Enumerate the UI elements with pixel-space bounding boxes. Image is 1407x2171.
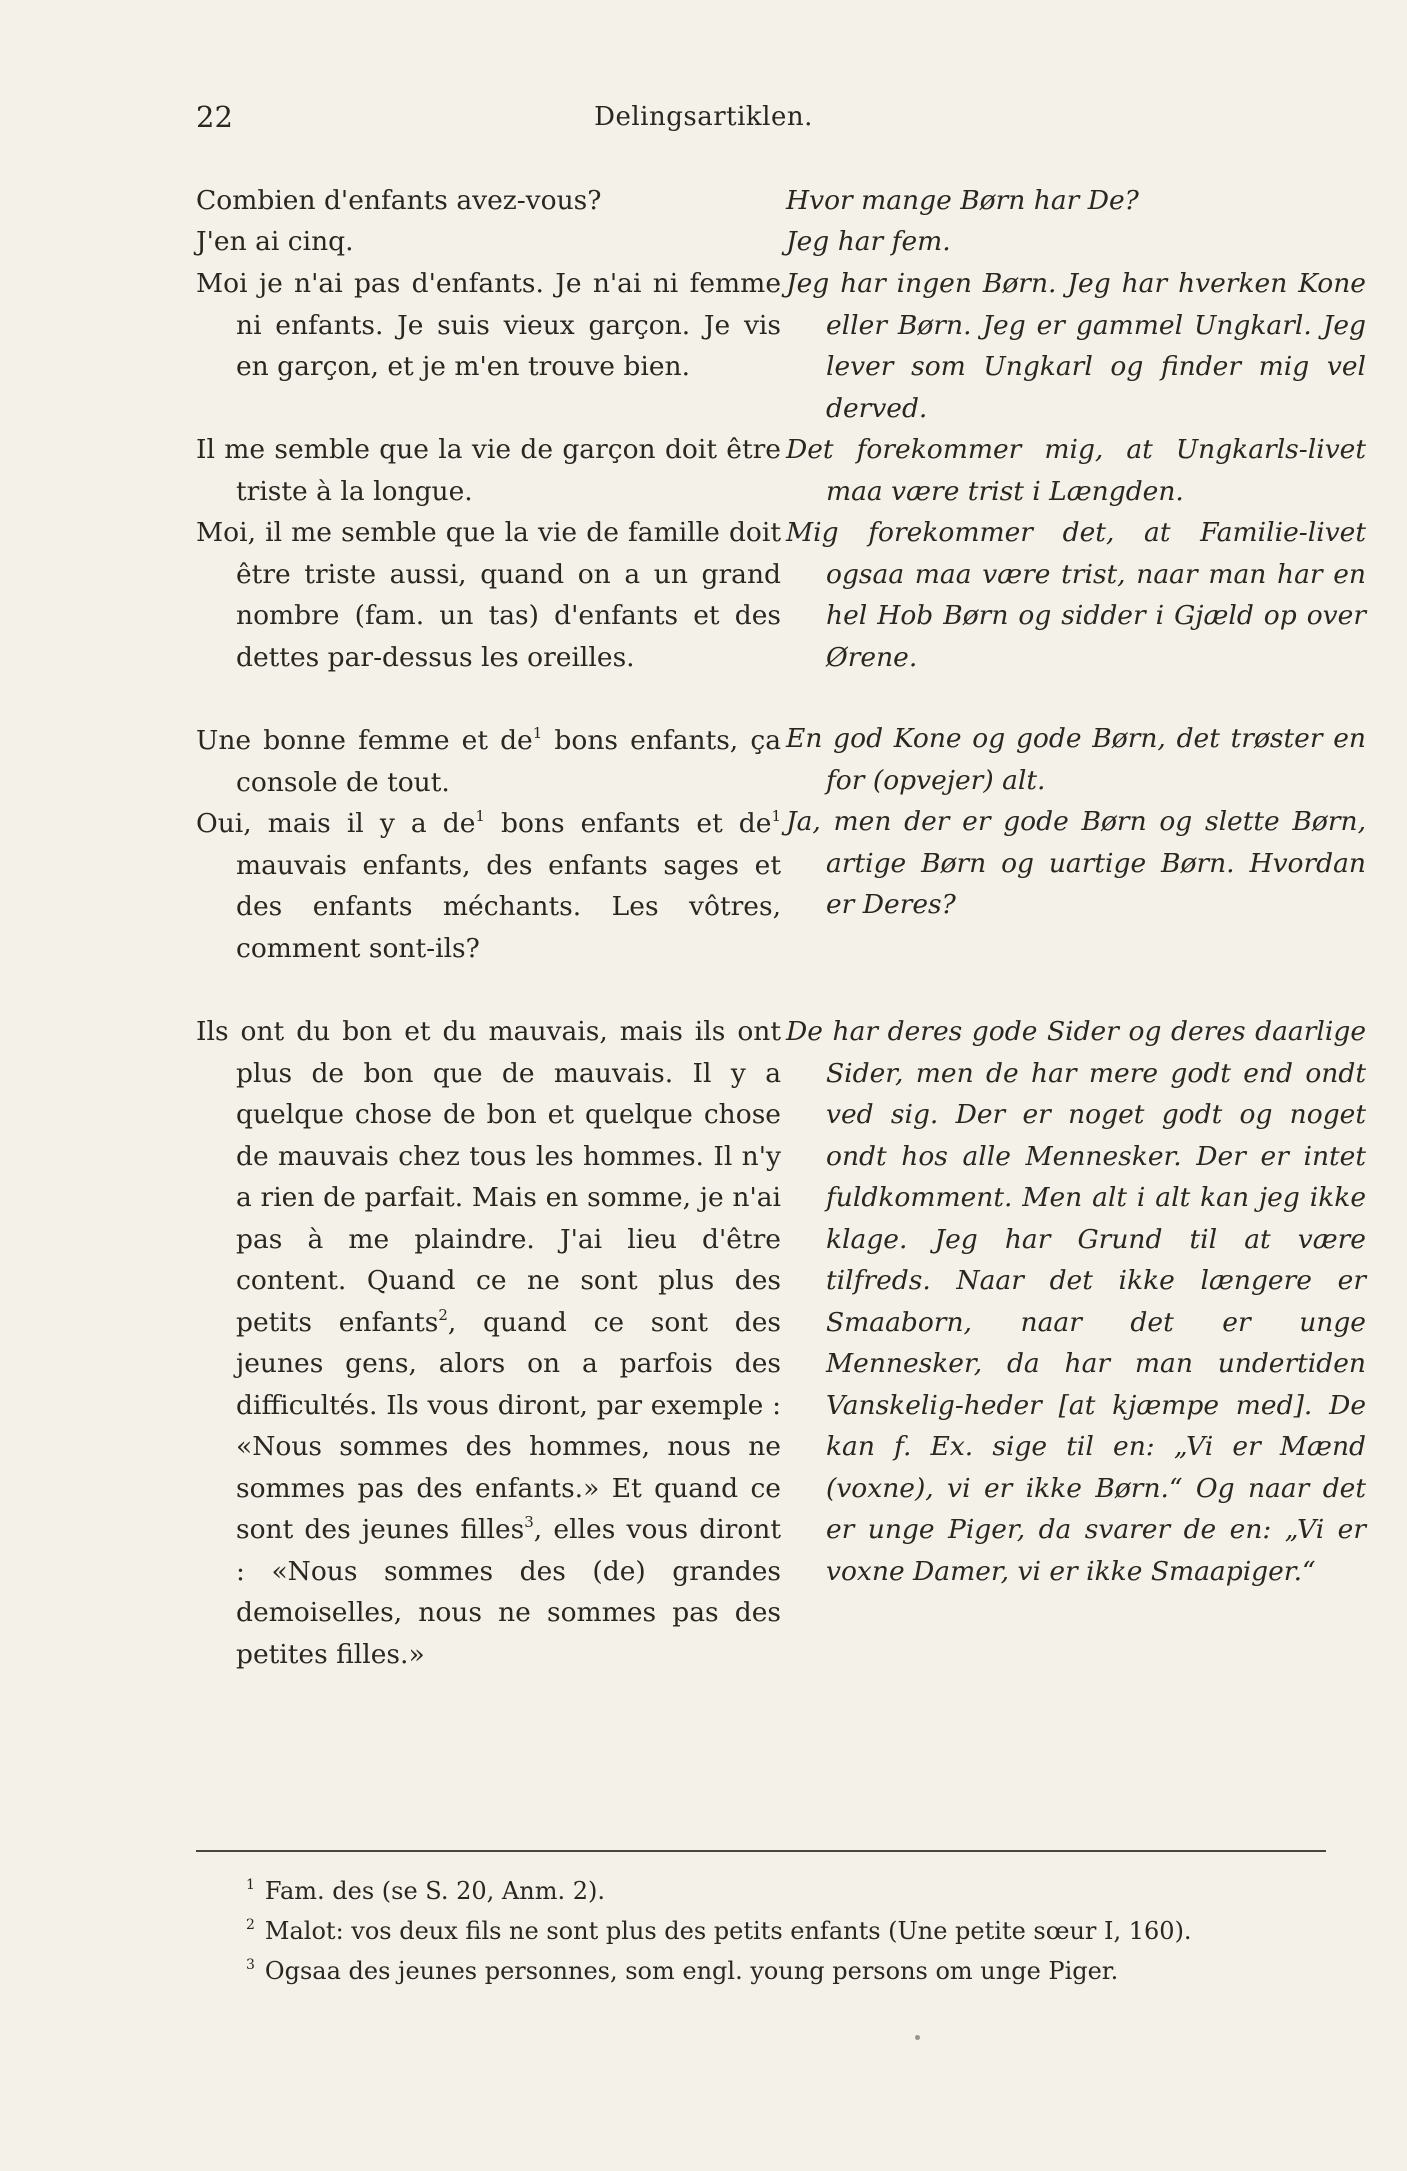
fr-paragraph: Moi, il me semble que la vie de famille doit être triste aussi, quand on a un grand nombre (fam. un tas) d'enfants et des dettes par-dessus les oreilles. <box>196 517 781 673</box>
footnote-2: $^2$ Malot: vos deux fils ne sont plus des petits enfants (Une petite sœur I, 160). <box>246 1917 1192 1945</box>
fr-paragraph: Moi je n'ai pas d'enfants. Je n'ai ni femme ni enfants. Je suis vieux garçon. Je vis en garçon, et je m'en trouve bien. <box>196 268 781 382</box>
fr-paragraph: Ils ont du bon et du mauvais, mais ils ont plus de bon que de mauvais. Il y a quelque chose de bon et quelque chose de mauvais chez tous les hommes. Il n'y a rien de parfait. Mais en somme, je n'ai pas à me plaindre. J'ai lieu d'être content. Quand ce ne sont plus des petits enfants$^2$, quand ce sont des jeunes gens, alors on a parfois des difficultés. Ils vous diront, par exemple : «Nous sommes des hommes, nous ne sommes pas des enfants.» Et quand ce sont des jeunes filles$^3$, elles vous diront : «Nous sommes des (de) grandes demoiselles, nous ne sommes pas des petites filles.» <box>196 1016 782 1670</box>
page-number: 22 <box>196 100 233 134</box>
fr-paragraph: Une bonne femme et $de^1$ bons enfants, ça console de tout. <box>196 724 782 798</box>
running-head: Delingsartiklen. <box>594 102 813 132</box>
fr-paragraph: J'en ai cinq. <box>196 226 354 257</box>
ink-speck <box>915 2035 920 2040</box>
da-paragraph: Jeg har ingen Børn. Jeg har hverken Kone eller Børn. Jeg er gammel Ungkarl. Jeg lever som Ungkarl og finder mig vel derved. <box>786 268 1366 424</box>
da-paragraph: Mig forekommer det, at Familie-livet ogsaa maa være trist, naar man har en hel Hob Børn og sidder i Gjæld op over Ørene. <box>786 517 1366 673</box>
footnote-ref: 2 <box>438 1305 448 1324</box>
da-paragraph: En god Kone og gode Børn, det trøster en for (opvejer) alt. <box>786 723 1366 796</box>
page-header <box>196 100 1211 140</box>
da-paragraph: Jeg har fem. <box>786 226 951 257</box>
fr-paragraph: Il me semble que la vie de garçon doit être triste à la longue. <box>196 434 781 507</box>
footnote-ref: 1 <box>475 807 485 825</box>
footnote-ref: 1 <box>532 724 543 742</box>
fr-paragraph: Oui, mais il y a $de^1$ bons enfants et $de^1$ mauvais enfants, des enfants sages et des enfants méchants. Les vôtres, comment sont-ils? <box>196 807 781 964</box>
footnotes <box>196 1868 1326 1988</box>
footnote-1: $^1$ Fam. des (se S. 20, Anm. 2). <box>246 1877 605 1905</box>
footnote-ref: 3 <box>524 1513 534 1531</box>
fr-paragraph: Combien d'enfants avez-vous? <box>196 185 602 216</box>
da-paragraph: Det forekommer mig, at Ungkarls-livet maa være trist i Længden. <box>786 434 1366 507</box>
footnote-rule <box>196 1850 1326 1852</box>
footnote-3: $^3$ Ogsaa des jeunes personnes, som engl. young persons om unge Piger. <box>246 1957 1119 1985</box>
da-paragraph: Hvor mange Børn har De? <box>786 185 1139 216</box>
footnote-ref: 1 <box>771 807 781 825</box>
da-paragraph: Ja, men der er gode Børn og slette Børn, artige Børn og uartige Børn. Hvordan er Deres? <box>786 806 1366 920</box>
da-paragraph: De har deres gode Sider og deres daarlige Sider, men de har mere godt end ondt ved sig. Der er noget godt og noget ondt hos alle Mennesker. Der er intet fuldkomment. Men alt i alt kan jeg ikke klage. Jeg har Grund til at være tilfreds. Naar det ikke længere er Smaaborn, naar det er unge Mennesker, da har man undertiden Vanskelig-heder [at kjæmpe med]. De kan f. Ex. sige til en: „Vi er Mænd (voxne), vi er ikke Børn.“ Og naar det er unge Piger, da svarer de en: „Vi er voxne Damer, vi er ikke Smaapiger.“ <box>786 1016 1366 1587</box>
